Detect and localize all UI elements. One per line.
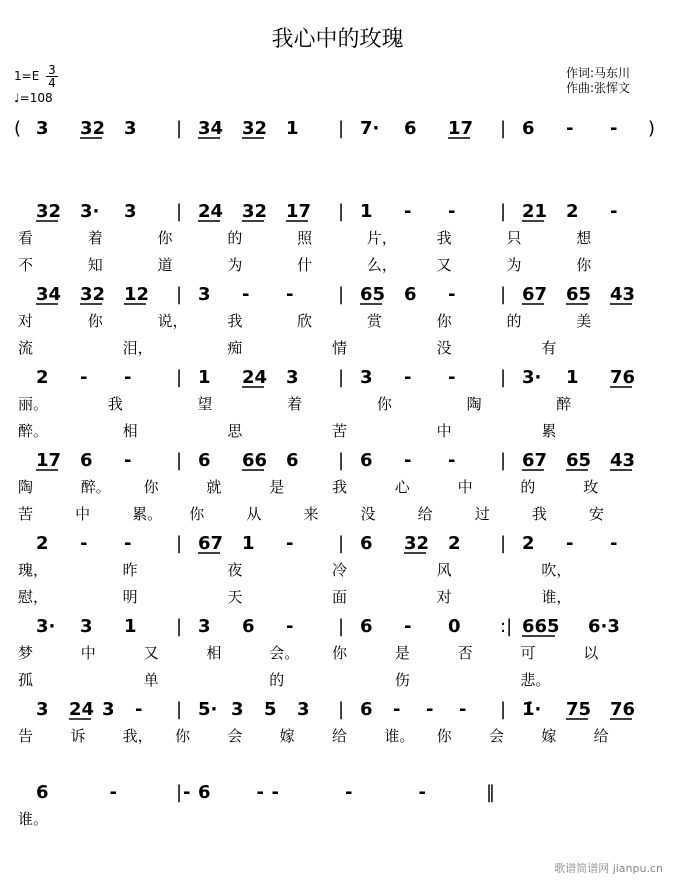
lyric-syllable: 是 (394, 644, 410, 662)
lyric-syllable: 醉。 (80, 478, 111, 496)
barline: | (176, 699, 183, 720)
lyric-syllable: 面 (332, 588, 348, 606)
lyric-syllable: 对 (18, 312, 34, 330)
lyric-syllable: 美 (576, 312, 592, 330)
note: 32 (242, 201, 268, 222)
note: 6 (36, 782, 49, 803)
lyric-syllable: 的 (520, 478, 536, 496)
lyric-syllable: 会。 (269, 644, 300, 662)
note: 2 (522, 533, 535, 554)
note: 32 (36, 201, 62, 222)
lyric-syllable: 心 (394, 478, 410, 496)
lyric-syllable: 苦 (18, 505, 34, 523)
lyric-syllable: 明 (122, 588, 138, 606)
note: 67 (522, 450, 548, 471)
lyric-syllable: 又 (143, 644, 159, 662)
lyric-syllable: 的 (506, 312, 522, 330)
note: 75 (566, 699, 592, 720)
lyric-syllable: 你 (436, 312, 452, 330)
lyric-syllable: 瑰， (18, 561, 49, 579)
lyric-syllable: 我 (107, 395, 123, 413)
lyric-syllable: 着 (87, 229, 103, 247)
lyric-syllable: 你 (175, 727, 191, 745)
note: 1 (124, 616, 137, 637)
lyricist-credit: 作词:马东川 (566, 66, 631, 80)
note: 6 (198, 782, 211, 803)
note: 3 (36, 118, 49, 139)
lyric-syllable: 陶 (18, 478, 34, 496)
lyric-syllable: 你 (436, 727, 452, 745)
lyric-syllable: 冷 (332, 561, 348, 579)
lyric-syllable: 的 (269, 671, 285, 689)
end-mark: ‖ (486, 782, 495, 803)
barline: ( (14, 118, 22, 139)
note: 3· (522, 367, 542, 388)
note: 1 (360, 201, 373, 222)
lyric-syllable: 给 (332, 727, 348, 745)
note: 3 (124, 201, 137, 222)
note: 6 (360, 699, 373, 720)
lyric-syllable: 你 (376, 395, 392, 413)
note: - (124, 450, 132, 471)
lyric-syllable: 我 (332, 478, 348, 496)
note: 34 (198, 118, 224, 139)
note: 3 (124, 118, 137, 139)
lyric-syllable: 会 (489, 727, 505, 745)
barline: | (338, 201, 345, 222)
note: 17 (286, 201, 312, 222)
time-denominator: 4 (48, 76, 56, 90)
lyric-syllable: 给 (593, 727, 609, 745)
barline: | (176, 616, 183, 637)
barline: | (500, 284, 507, 305)
note: 43 (610, 450, 636, 471)
barline: | (500, 450, 507, 471)
lyric-syllable: 说， (157, 312, 188, 330)
note: 65 (566, 284, 592, 305)
note: - (404, 616, 412, 637)
lyric-syllable: 天 (227, 588, 243, 606)
lyric-syllable: 什 (297, 256, 313, 274)
lyric-syllable: 只 (506, 229, 522, 247)
note: 5· (198, 699, 218, 720)
lyric-syllable: 中 (436, 422, 452, 440)
lyric-syllable: 你 (157, 229, 173, 247)
lyric-syllable: 夜 (227, 561, 243, 579)
watermark: 歌谱简谱网 jianpu.cn (554, 862, 663, 875)
note: 6 (360, 533, 373, 554)
note: - (404, 450, 412, 471)
lyric-syllable: 我 (436, 229, 452, 247)
barline: | (338, 533, 345, 554)
lyric-syllable: 安 (588, 505, 604, 523)
note: - (448, 284, 456, 305)
lyric-syllable: 醉。 (18, 422, 49, 440)
note: - (566, 533, 574, 554)
note: 67 (522, 284, 548, 305)
note: 2 (36, 533, 49, 554)
lyric-syllable: 痴 (227, 339, 243, 357)
barline: | (338, 367, 345, 388)
note: 32 (242, 118, 268, 139)
song-title: 我心中的玫瑰 (271, 27, 404, 52)
lyric-syllable: 就 (206, 478, 222, 496)
note: - (109, 782, 117, 803)
note: 65 (566, 450, 592, 471)
note: - (448, 450, 456, 471)
barline: :| (500, 616, 513, 637)
lyric-syllable: 告 (18, 727, 34, 745)
lyric-syllable: 嫁 (279, 727, 295, 745)
lyric-syllable: 有 (541, 339, 557, 357)
note: 3 (198, 616, 211, 637)
barline: | (176, 201, 183, 222)
lyric-syllable: 梦 (18, 644, 34, 662)
note: 1̇· (522, 699, 542, 720)
note: 6 (522, 118, 535, 139)
note: - (256, 782, 264, 803)
note: 17 (36, 450, 62, 471)
lyric-syllable: 没 (360, 505, 376, 523)
lyric-syllable: 的 (227, 229, 243, 247)
note: 6 (404, 284, 417, 305)
lyric-syllable: 诉 (70, 727, 86, 745)
lyric-syllable: 望 (197, 395, 213, 413)
lyric-syllable: 照 (297, 229, 313, 247)
lyric-syllable: 累 (541, 422, 557, 440)
lyric-syllable: 昨 (122, 561, 138, 579)
time-numerator: 3 (48, 63, 56, 77)
lyric-syllable: 会 (227, 727, 243, 745)
lyric-syllable: 你 (143, 478, 159, 496)
note: 32 (404, 533, 430, 554)
lyric-syllable: 相 (122, 422, 138, 440)
lyric-syllable: 来 (303, 505, 319, 523)
barline: | (500, 533, 507, 554)
note: - (426, 699, 434, 720)
lyric-syllable: 谁， (541, 588, 572, 606)
note: - (404, 367, 412, 388)
note: 1 (242, 533, 255, 554)
note: 3 (286, 367, 299, 388)
note: 6 (80, 450, 93, 471)
lyric-syllable: 嫁 (541, 727, 557, 745)
barline: | (338, 699, 345, 720)
key-signature: 1=E (14, 69, 40, 83)
note: 3· (36, 616, 56, 637)
note: 6 (198, 450, 211, 471)
barline: | (176, 367, 183, 388)
note: 6 (286, 450, 299, 471)
note: 1 (566, 367, 579, 388)
barline: | (176, 284, 183, 305)
note: 2 (448, 533, 461, 554)
note: - (286, 284, 294, 305)
note: 3 (360, 367, 373, 388)
lyric-syllable: 相 (206, 644, 222, 662)
lyric-syllable: 过 (474, 505, 490, 523)
lyric-syllable: 片， (366, 229, 397, 247)
note: 32 (80, 118, 106, 139)
note: - (448, 201, 456, 222)
lyric-syllable: 你 (189, 505, 205, 523)
lyric-syllable: 情 (332, 339, 348, 357)
barline: | (176, 450, 183, 471)
note: 3 (80, 616, 93, 637)
lyric-syllable: 谁。 (384, 727, 415, 745)
note: 3 (36, 699, 49, 720)
lyric-syllable: 是 (269, 478, 285, 496)
lyric-syllable: 伤 (394, 671, 410, 689)
barline: | (500, 201, 507, 222)
note: - (135, 699, 143, 720)
lyric-syllable: 中 (80, 644, 96, 662)
note: - (448, 367, 456, 388)
lyric-syllable: 陶 (466, 395, 482, 413)
lyric-syllable: 风 (436, 561, 452, 579)
lyric-syllable: 否 (457, 644, 473, 662)
note: 24 (69, 699, 95, 720)
note: - (566, 118, 574, 139)
lyric-syllable: 累。 (132, 505, 163, 523)
lyric-syllable: 为 (227, 256, 243, 274)
note: 32 (80, 284, 106, 305)
note: - (286, 533, 294, 554)
note: - (345, 782, 353, 803)
tempo-value: =108 (19, 91, 53, 105)
note: 6 (242, 616, 255, 637)
note: - (610, 533, 618, 554)
lyric-syllable: 苦 (332, 422, 348, 440)
lyric-syllable: 我 (531, 505, 547, 523)
note: 6 (360, 616, 373, 637)
note: - (404, 201, 412, 222)
barline: | (338, 616, 345, 637)
note: 7· (360, 118, 380, 139)
note: - (271, 782, 279, 803)
note: - (80, 533, 88, 554)
end-mark: ) (648, 118, 656, 139)
note: - (80, 367, 88, 388)
note: 21 (522, 201, 548, 222)
note: 66 (242, 450, 268, 471)
note: 2 (36, 367, 49, 388)
note: 3 (102, 699, 115, 720)
lyric-syllable: 没 (436, 339, 452, 357)
lyric-syllable: 中 (457, 478, 473, 496)
lyric-syllable: 我 (227, 312, 243, 330)
note: 0 (448, 616, 461, 637)
composer-credit: 作曲:张恽文 (566, 81, 631, 95)
lyric-syllable: 以 (583, 644, 599, 662)
lyric-syllable: 给 (417, 505, 433, 523)
note: - (286, 616, 294, 637)
barline: | (338, 118, 345, 139)
note: 76 (610, 699, 636, 720)
lyric-syllable: 丽。 (18, 395, 49, 413)
note: - (418, 782, 426, 803)
note: - (393, 699, 401, 720)
note: 67 (198, 533, 224, 554)
note: - (459, 699, 467, 720)
barline: | (500, 118, 507, 139)
lyric-syllable: 中 (75, 505, 91, 523)
lyric-syllable: 道 (157, 256, 173, 274)
note: 24 (242, 367, 268, 388)
lyric-syllable: 单 (143, 671, 159, 689)
lyric-syllable: 你 (87, 312, 103, 330)
note: - (610, 201, 618, 222)
lyric-syllable: 对 (436, 588, 452, 606)
barline: | (176, 118, 183, 139)
note: 17 (448, 118, 474, 139)
lyric-syllable: 不 (18, 256, 34, 274)
lyric-syllable: 孤 (18, 671, 34, 689)
note: - (183, 782, 191, 803)
note: 34 (36, 284, 62, 305)
barline: | (176, 533, 183, 554)
note: 3· (80, 201, 100, 222)
lyric-syllable: 欣 (297, 312, 313, 330)
lyric-syllable: 知 (87, 256, 103, 274)
note: - (242, 284, 250, 305)
note: - (124, 367, 132, 388)
lyric-syllable: 泪， (122, 339, 153, 357)
note: - (124, 533, 132, 554)
note: 6 (404, 118, 417, 139)
lyric-syllable: 可 (520, 644, 536, 662)
lyric-syllable: 着 (287, 395, 303, 413)
lyric-syllable: 思 (227, 422, 243, 440)
lyric-syllable: 醉 (556, 395, 572, 413)
note: 6 (360, 450, 373, 471)
quarter-note-icon: ♩ (14, 91, 20, 105)
note: 1 (286, 118, 299, 139)
lyric-syllable: 吹， (541, 561, 572, 579)
lyric-syllable: 你 (332, 644, 348, 662)
note: 43 (610, 284, 636, 305)
barline: | (176, 782, 183, 803)
note: - (610, 118, 618, 139)
lyric-syllable: 么， (366, 256, 397, 274)
note: 76 (610, 367, 636, 388)
lyric-syllable: 我， (122, 727, 153, 745)
lyric-syllable: 想 (576, 229, 592, 247)
lyric-syllable: 谁。 (18, 810, 49, 828)
note: 3 (297, 699, 310, 720)
barline: | (500, 367, 507, 388)
barline: | (500, 699, 507, 720)
barline: | (338, 284, 345, 305)
lyric-syllable: 看 (18, 229, 34, 247)
lyric-syllable: 从 (246, 505, 262, 523)
note: 5 (264, 699, 277, 720)
note: 3 (198, 284, 211, 305)
lyric-syllable: 为 (506, 256, 522, 274)
note: 24 (198, 201, 224, 222)
barline: | (338, 450, 345, 471)
note: 12 (124, 284, 150, 305)
note: 1 (198, 367, 211, 388)
lyric-syllable: 悲。 (520, 671, 551, 689)
note: 6·3 (588, 616, 620, 637)
note: 65 (360, 284, 386, 305)
note: 3 (231, 699, 244, 720)
lyric-syllable: 流 (18, 339, 34, 357)
lyric-syllable: 又 (436, 256, 452, 274)
lyric-syllable: 赏 (366, 312, 382, 330)
note: 665 (522, 616, 560, 637)
lyric-syllable: 你 (576, 256, 592, 274)
lyric-syllable: 玫 (583, 478, 599, 496)
lyric-syllable: 慰， (18, 588, 49, 606)
note: 2 (566, 201, 579, 222)
